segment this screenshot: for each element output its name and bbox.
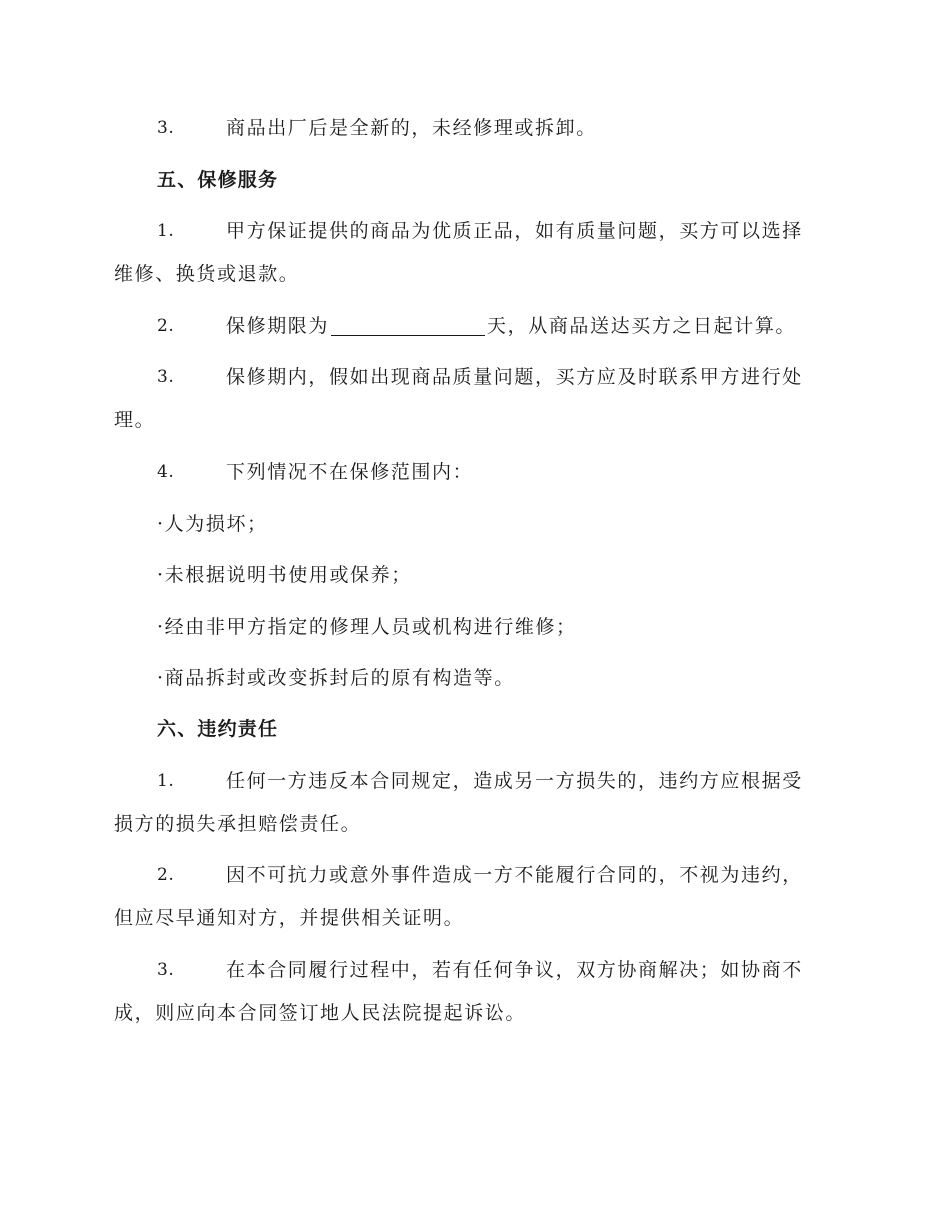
warranty-period-suffix: 天，从商品送达买方之日起计算。 [487, 315, 797, 337]
paragraph-text: 任何一方违反本合同规定，造成另一方损失的，违约方应根据受 [226, 770, 803, 792]
paragraph-text: 保修期内，假如出现商品质量问题，买方应及时联系甲方进行处 [226, 366, 803, 388]
paragraph-text-continued: 但应尽早通知对方，并提供相关证明。 [114, 907, 465, 929]
paragraph-text: 甲方保证提供的商品为优质正品，如有质量问题，买方可以选择 [226, 220, 803, 242]
item-number: 3. [157, 118, 175, 138]
item-number: 2. [157, 865, 175, 885]
bullet-item: ·未根据说明书使用或保养； [157, 564, 412, 586]
item-number: 1. [157, 771, 175, 791]
item-number: 3. [157, 367, 175, 387]
paragraph-text-continued: 损方的损失承担赔偿责任。 [114, 813, 362, 835]
paragraph-text: 在本合同履行过程中，若有任何争议，双方协商解决；如协商不 [226, 959, 803, 981]
fill-in-blank [331, 317, 485, 336]
paragraph-text-continued: 理。 [114, 409, 156, 431]
warranty-period-label: 保修期限为 [226, 315, 330, 337]
section-heading-liability: 六、违约责任 [157, 718, 279, 740]
paragraph-text: 商品出厂后是全新的，未经修理或拆卸。 [226, 117, 597, 139]
paragraph-text [226, 314, 796, 338]
bullet-item: ·经由非甲方指定的修理人员或机构进行维修； [157, 616, 577, 638]
bullet-item: ·人为损坏； [157, 513, 268, 535]
paragraph-text-continued: 成，则应向本合同签订地人民法院提起诉讼。 [114, 1002, 527, 1024]
section-heading-warranty: 五、保修服务 [157, 169, 279, 191]
paragraph-text-continued: 维修、换货或退款。 [114, 263, 300, 285]
paragraph-text: 下列情况不在保修范围内： [226, 461, 474, 483]
paragraph-text: 因不可抗力或意外事件造成一方不能履行合同的，不视为违约， [226, 864, 803, 886]
item-number: 1. [157, 221, 175, 241]
item-number: 4. [157, 462, 175, 482]
item-number: 3. [157, 960, 175, 980]
item-number: 2. [157, 316, 175, 336]
bullet-item: ·商品拆封或改变拆封后的原有构造等。 [157, 667, 515, 689]
